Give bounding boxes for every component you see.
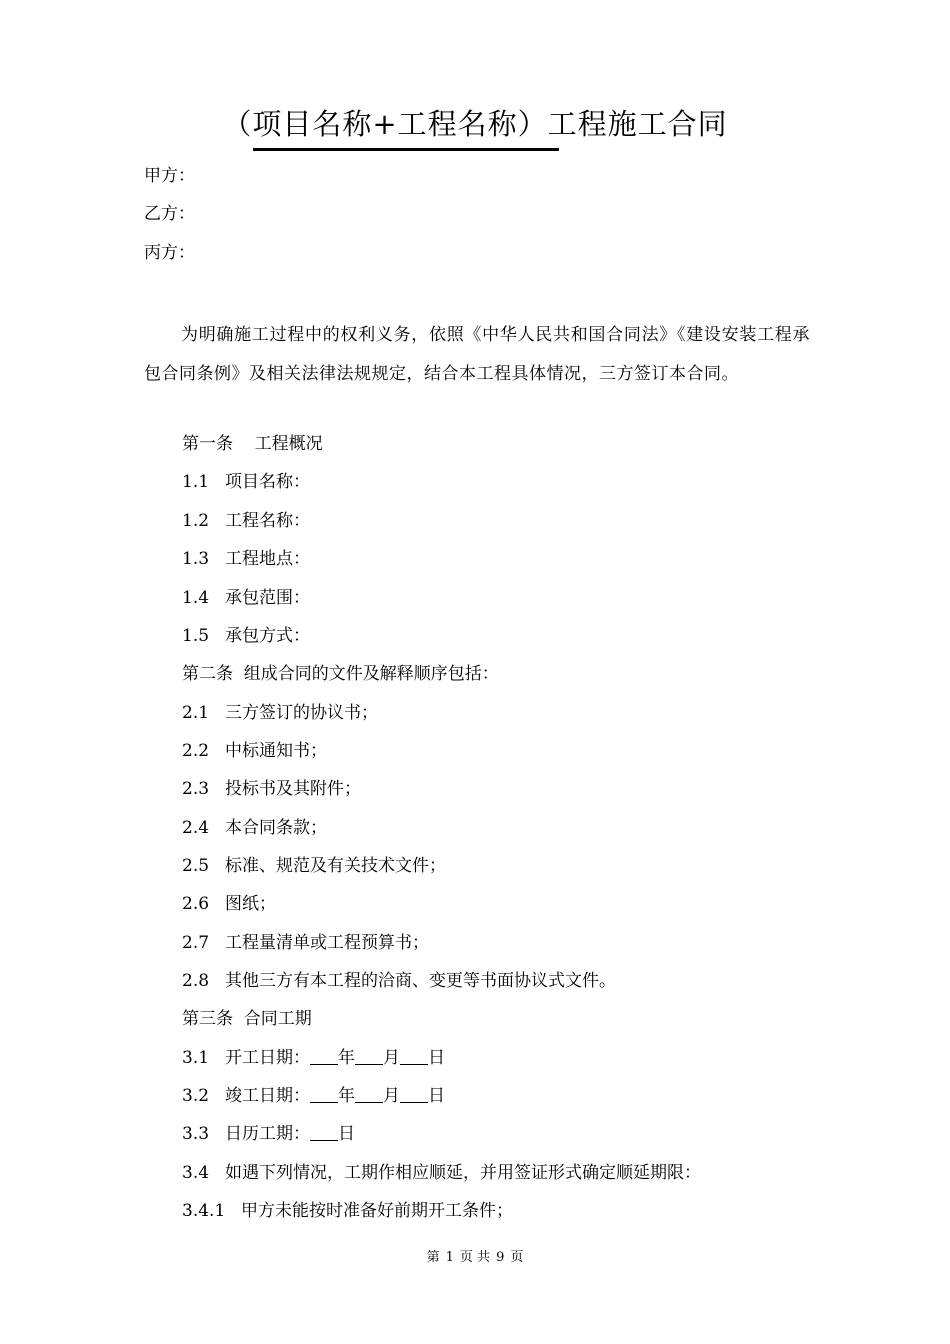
- day-blank: [400, 1084, 428, 1103]
- days-blank: [310, 1122, 338, 1141]
- article-2-item: [182, 969, 616, 993]
- year-blank: [310, 1046, 338, 1065]
- item-text: 工程地点：: [225, 549, 310, 569]
- item-number: 3.3: [182, 1124, 210, 1144]
- day-unit: 日: [428, 1048, 445, 1068]
- item-text: 三方签订的协议书；: [225, 703, 378, 723]
- item-number: 3.1: [182, 1048, 210, 1068]
- item-number: 1.5: [182, 626, 210, 646]
- item-number: 2.8: [182, 971, 210, 991]
- footer-suffix: 页: [510, 1250, 524, 1265]
- item-text: 本合同条款；: [225, 818, 327, 838]
- item-number: 2.5: [182, 856, 210, 876]
- article-1-item: [182, 547, 310, 571]
- item-text: 如遇下列情况，工期作相应顺延，并用签证形式确定顺延期限：: [225, 1163, 701, 1183]
- item-number: 2.1: [182, 703, 210, 723]
- article-1-item: [182, 509, 310, 533]
- item-number: 1.1: [182, 472, 210, 492]
- footer-prefix: 第: [426, 1250, 440, 1265]
- year-unit: 年: [338, 1086, 355, 1106]
- item-number: 2.4: [182, 818, 210, 838]
- end-date-line: [182, 1084, 445, 1108]
- day-blank: [400, 1046, 428, 1065]
- party-c-label: 丙方：: [144, 243, 195, 263]
- article-2-item: [182, 816, 327, 840]
- item-text: 项目名称：: [225, 472, 310, 492]
- party-a-label: 甲方：: [144, 166, 195, 186]
- item-text: 中标通知书；: [225, 741, 327, 761]
- title-underline: [253, 148, 559, 151]
- item-number: 2.6: [182, 894, 210, 914]
- item-number: 2.3: [182, 779, 210, 799]
- extension-line: [182, 1161, 701, 1185]
- preamble-paragraph: 为明确施工过程中的权利义务，依照《中华人民共和国合同法》《建设安装工程承包合同条例》及相关法律法规规定，结合本工程具体情况，三方签订本合同。: [144, 325, 810, 384]
- year-unit: 年: [338, 1048, 355, 1068]
- day-unit: 日: [338, 1124, 355, 1144]
- month-unit: 月: [383, 1048, 400, 1068]
- footer-mid: 页 共: [459, 1250, 491, 1265]
- month-blank: [355, 1084, 383, 1103]
- page-footer: [0, 1249, 950, 1267]
- item-text: 工程名称：: [225, 511, 310, 531]
- item-text: 投标书及其附件；: [225, 779, 361, 799]
- item-number: 1.2: [182, 511, 210, 531]
- item-text: 其他三方有本工程的洽商、变更等书面协议式文件。: [225, 971, 616, 991]
- article-1-item: [182, 470, 310, 494]
- day-unit: 日: [428, 1086, 445, 1106]
- item-number: 1.4: [182, 588, 210, 608]
- item-number: 3.4: [182, 1163, 210, 1183]
- year-blank: [310, 1084, 338, 1103]
- start-date-line: [182, 1046, 445, 1070]
- end-date-label: 竣工日期：: [225, 1086, 310, 1106]
- party-b-label: 乙方：: [144, 204, 195, 224]
- article-1-heading: 第一条 工程概况: [182, 434, 323, 454]
- article-2-item: [182, 931, 429, 955]
- item-number: 2.7: [182, 933, 210, 953]
- article-2-item: [182, 892, 276, 916]
- item-text: 承包范围：: [225, 588, 310, 608]
- calendar-days-line: [182, 1122, 355, 1146]
- item-text: 承包方式：: [225, 626, 310, 646]
- article-1-item: [182, 586, 310, 610]
- item-number: 3.4.1: [182, 1201, 226, 1221]
- calendar-days-label: 日历工期：: [225, 1124, 310, 1144]
- item-number: 1.3: [182, 549, 210, 569]
- extension-sub-item: [182, 1199, 513, 1223]
- article-1-item: [182, 624, 310, 648]
- item-number: 3.2: [182, 1086, 210, 1106]
- item-text: 标准、规范及有关技术文件；: [225, 856, 446, 876]
- item-text: 图纸；: [225, 894, 276, 914]
- page-number: 1: [445, 1250, 454, 1265]
- item-number: 2.2: [182, 741, 210, 761]
- article-2-item: [182, 739, 327, 763]
- item-text: 工程量清单或工程预算书；: [225, 933, 429, 953]
- article-3-heading: 第三条 合同工期: [182, 1009, 312, 1029]
- month-unit: 月: [383, 1086, 400, 1106]
- article-2-heading: 第二条 组成合同的文件及解释顺序包括：: [182, 664, 499, 684]
- article-2-item: [182, 854, 446, 878]
- document-title: （项目名称+工程名称）工程施工合同: [222, 107, 728, 141]
- article-2-item: [182, 701, 378, 725]
- page-total: 9: [496, 1250, 505, 1265]
- month-blank: [355, 1046, 383, 1065]
- item-text: 甲方未能按时准备好前期开工条件；: [241, 1201, 513, 1221]
- start-date-label: 开工日期：: [225, 1048, 310, 1068]
- article-2-item: [182, 777, 361, 801]
